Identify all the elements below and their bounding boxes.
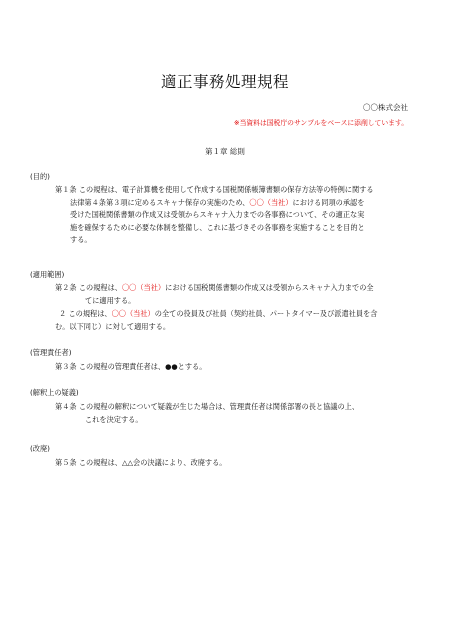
article-2-line-4: む。以下同じ）に対して適用する。 xyxy=(55,321,171,331)
article-2-line-1: 第２条 この規程は、〇〇（当社）における国税関係書類の作成又は受領からスキャナ入力までの全 xyxy=(55,283,374,292)
section-heading-manager: (管理責任者) xyxy=(30,348,72,357)
chapter-heading: 第１章 総則 xyxy=(205,147,245,156)
company-placeholder-red: 〇〇（当社） xyxy=(121,283,166,292)
company-placeholder-red: 〇〇（当社） xyxy=(111,309,155,318)
article-4-line-2: これを決定する。 xyxy=(85,414,143,424)
article-1-line-4: 施を確保するために必要な体制を整備し、これに基づきその各事務を実施することを目的と xyxy=(70,222,365,232)
company-placeholder-red: 〇〇（当社） xyxy=(249,197,293,207)
article-2-line-3: ２ この規程は、〇〇（当社）の全ての役員及び社員（契約社員、パートタイマー及び派遣社員を含 xyxy=(59,309,378,318)
section-heading-interpretation: (解釈上の疑義) xyxy=(30,388,79,397)
article-2-line-2: てに適用する。 xyxy=(85,295,136,305)
article-1-line-5: する。 xyxy=(70,235,92,244)
document-title: 適正事務処理規程 xyxy=(160,73,289,91)
article-1-line-1: 第１条 この規程は、電子計算機を使用して作成する国税関係帳簿書類の保存方法等の特例に関する xyxy=(55,185,374,194)
article-4-line-1: 第４条 この規程の解釈について疑義が生じた場合は、管理責任者は関係部署の長と協議の上、 xyxy=(55,402,360,411)
company-name: 〇〇株式会社 xyxy=(363,103,408,112)
section-heading-amendment: (改廃) xyxy=(30,444,50,453)
article-1-line-2: 法律第４条第３項に定めるスキャナ保存の実施のため、〇〇（当社）における同項の承認を xyxy=(70,197,365,207)
red-note: ※当資料は国税庁のサンプルをベースに添削しています。 xyxy=(233,119,408,127)
article-5-line-1: 第５条 この規程は、△△会の決議により、改廃する。 xyxy=(55,458,227,467)
section-heading-purpose: (目的) xyxy=(30,172,50,181)
article-1-line-3: 受けた国税関係書類の作成又は受領からスキャナ入力までの各事務について、その適正な実 xyxy=(70,210,365,219)
section-heading-scope: (適用範囲) xyxy=(30,270,65,279)
article-3-line-1: 第３条 この規程の管理責任者は、●●とする。 xyxy=(55,362,207,371)
